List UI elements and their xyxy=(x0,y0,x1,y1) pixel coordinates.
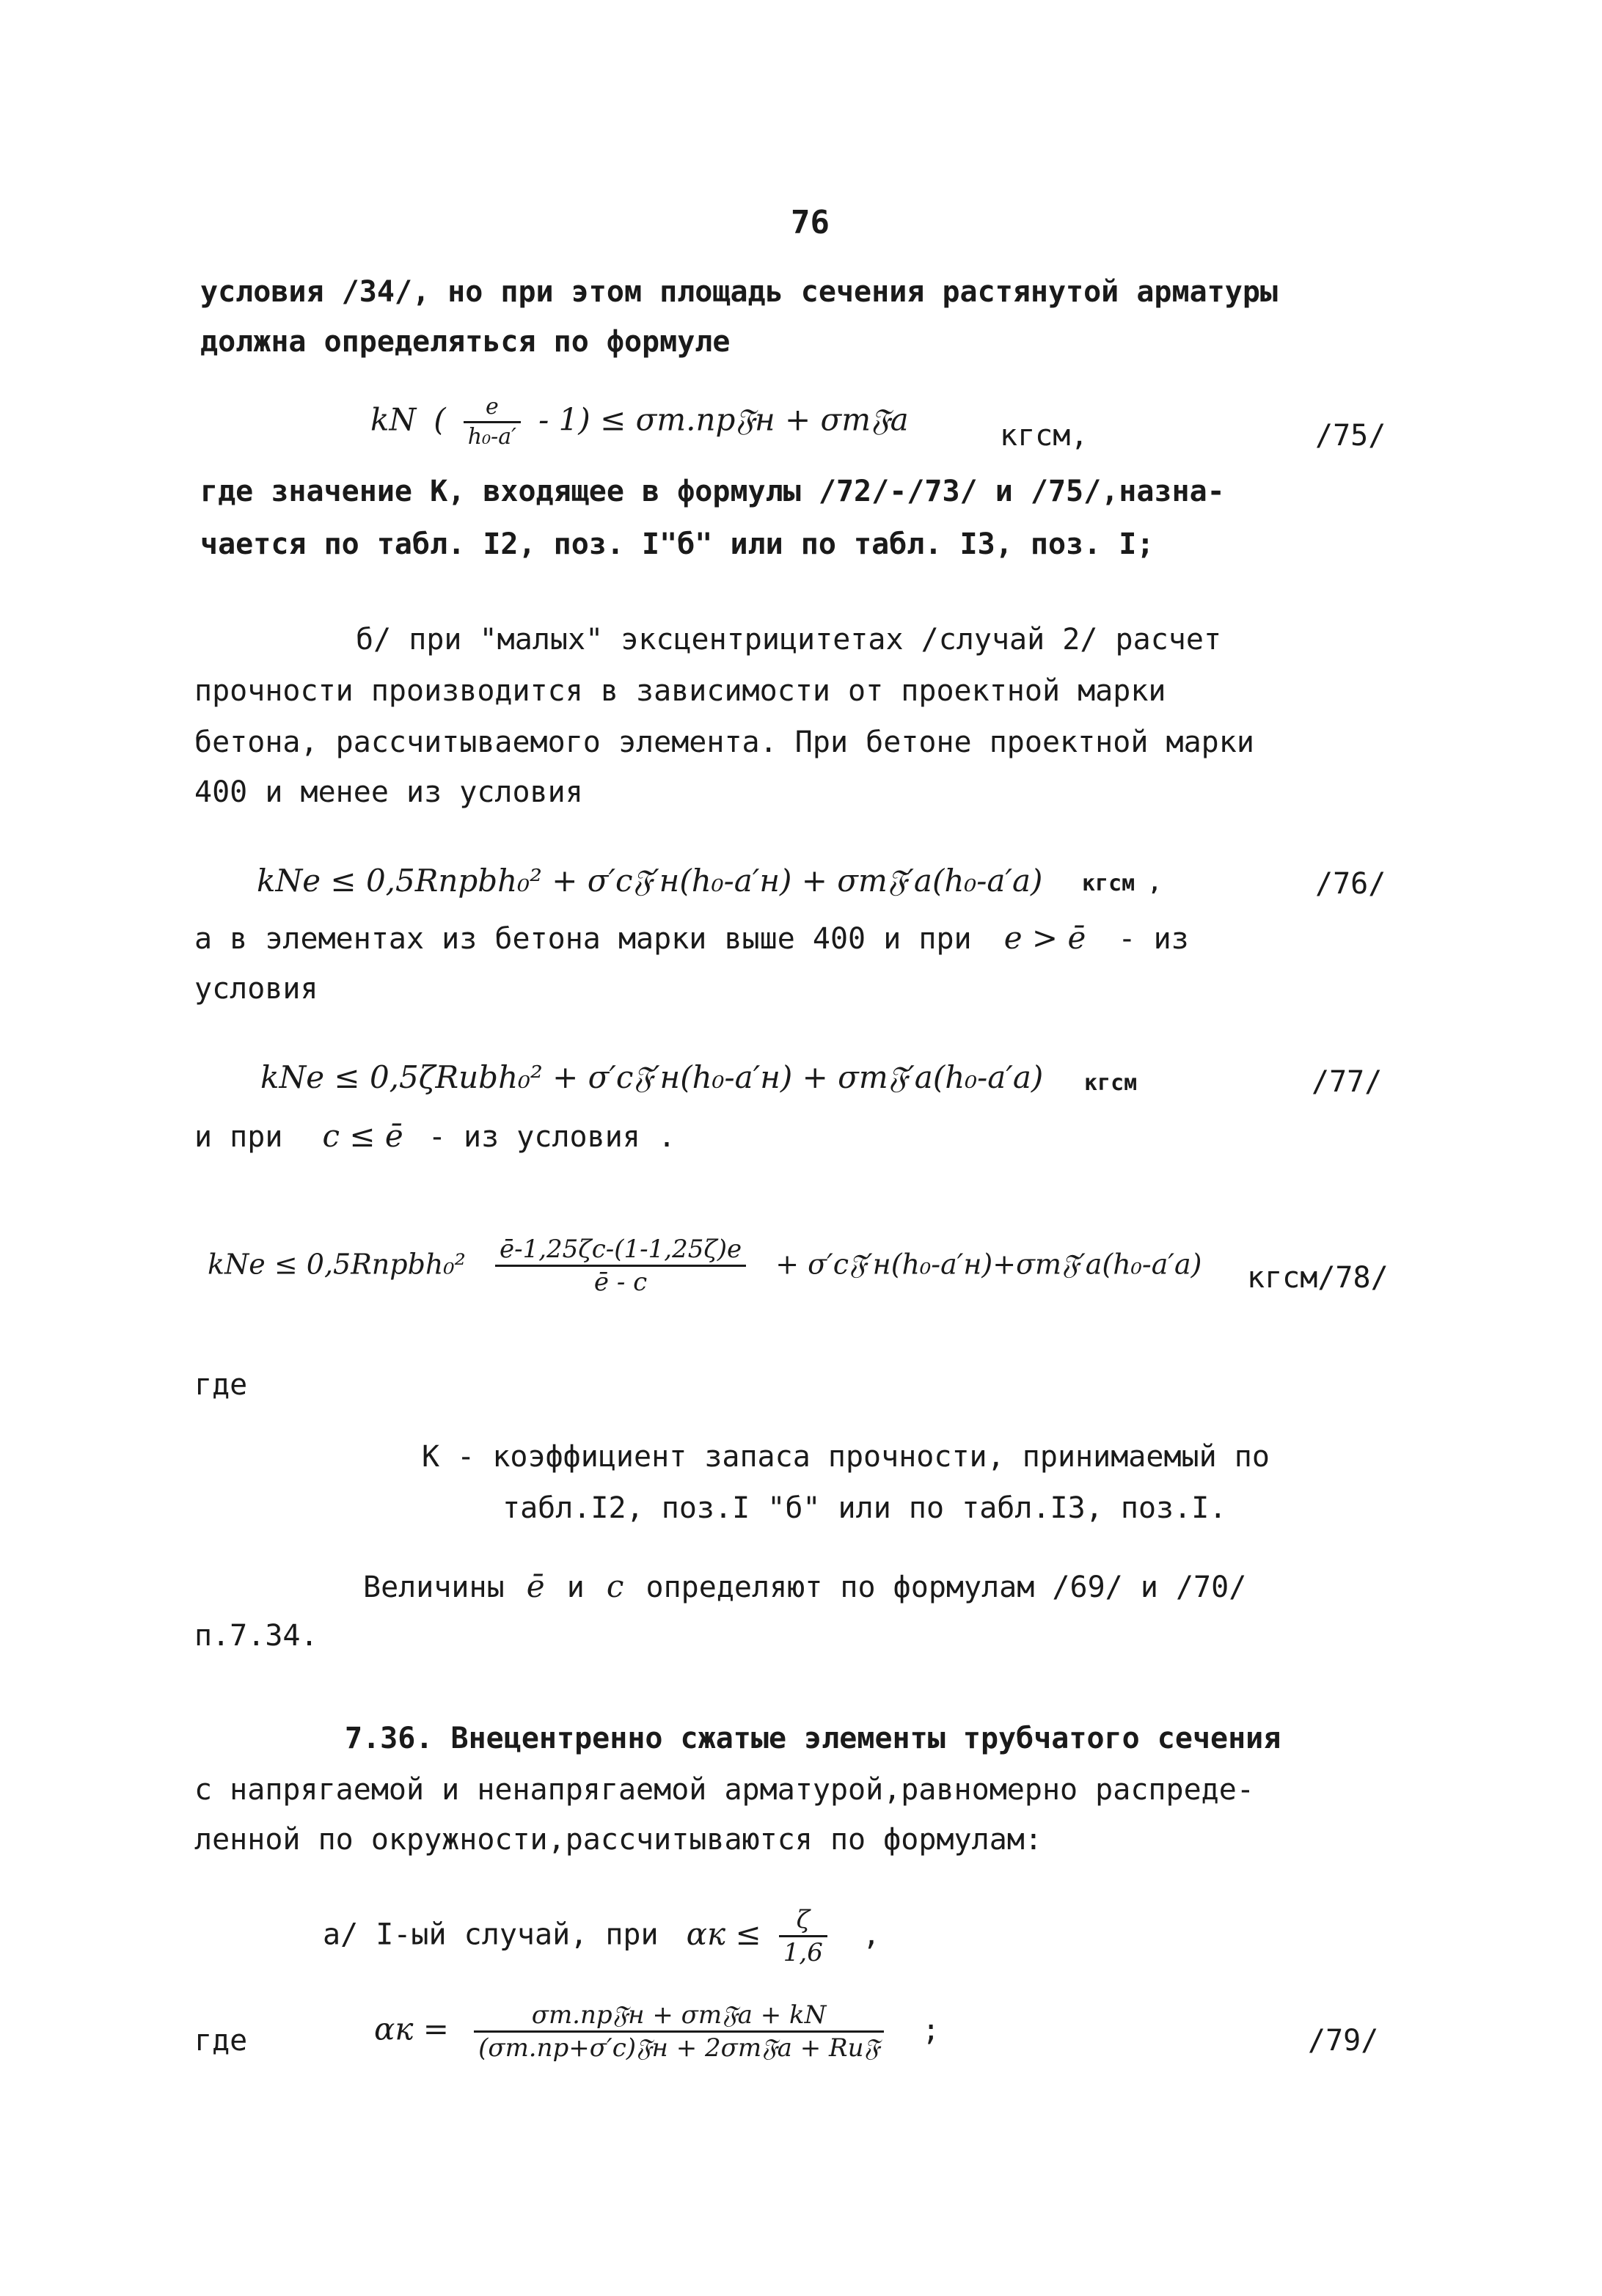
p5-text-a: и при xyxy=(194,1120,283,1154)
eq76-number: /76/ xyxy=(1315,867,1386,901)
eq78-fraction xyxy=(495,1237,746,1295)
paragraph-line: б/ при "малых" эксцентрицитетах /случай 2/ расчет xyxy=(356,623,1222,657)
eq75-unit: кгсм, xyxy=(1000,419,1089,453)
case-a-frac-den: 1,6 xyxy=(783,1938,823,1967)
eq79-frac-num: σт.пр𝔉н + σт𝔉а + kN xyxy=(474,2003,884,2033)
case-a-frac-num: ζ xyxy=(779,1907,827,1937)
page-number: 76 xyxy=(791,204,830,241)
p7-line1: 7.36. Внецентренно сжатые элементы трубчатого сечения xyxy=(345,1722,1281,1755)
paragraph-line: где значение К, входящее в формулы /72/-/73/ и /75/,назна- xyxy=(200,475,1225,508)
p4-inequality: e > ē xyxy=(1003,920,1086,956)
where-label: где xyxy=(194,1368,248,1402)
eq79-lhs: αк = xyxy=(374,2011,449,2047)
eq78-frac-num: ē-1,25ζc-(1-1,25ζ)e xyxy=(495,1237,746,1267)
eq78-frac-den: ē - c xyxy=(593,1268,648,1297)
p5-text-c: - из условия . xyxy=(428,1120,676,1154)
definition-line: табл.I2, поз.I "б" или по табл.I3, поз.I. xyxy=(502,1491,1227,1525)
p6-text-a: Величины xyxy=(363,1571,505,1604)
equation-79 xyxy=(374,2000,940,2083)
eq75-frac-num: e xyxy=(464,396,521,423)
eq75-frac-den: h₀-a′ xyxy=(467,424,516,450)
eq75-fraction xyxy=(464,396,521,448)
eq77-number: /77/ xyxy=(1312,1065,1383,1099)
p6-text-c: и xyxy=(566,1571,585,1604)
eq78-lhs: kNe ≤ 0,5Rпрbh₀² xyxy=(208,1248,466,1281)
eq78-rhs: + σ′с𝔉′н(h₀-a′н)+σт𝔉′а(h₀-a′а) xyxy=(775,1248,1202,1281)
paragraph-line: п.7.34. xyxy=(194,1619,318,1653)
paragraph-line xyxy=(345,1724,1281,1753)
case-a-text: а/ I-ый случай, при xyxy=(323,1917,659,1952)
eq78-unit-number: кгсм/78/ xyxy=(1247,1261,1389,1295)
paragraph-line: должна определяться по формуле xyxy=(200,325,731,359)
p6-c: c xyxy=(606,1568,624,1604)
paragraph-line: условия xyxy=(194,972,318,1006)
paragraph-line xyxy=(194,1118,676,1154)
p4-text-c: - из xyxy=(1118,922,1189,956)
case-a-comma: , xyxy=(862,1917,881,1952)
eq79-where: где xyxy=(194,2024,248,2058)
paragraph-line: 400 и менее из условия xyxy=(194,775,583,809)
eq79-fraction xyxy=(474,2000,884,2063)
paragraph-line: чается по табл. I2, поз. I"б" или по табл. I3, поз. I; xyxy=(200,527,1155,561)
paragraph-line xyxy=(363,1568,1247,1604)
eq75-kn: kN xyxy=(370,401,417,438)
eq75-rest: - 1) ≤ σт.пр𝔉н + σт𝔉а xyxy=(538,401,909,438)
p4-text-a: а в элементах из бетона марки выше 400 и при xyxy=(194,922,972,956)
paragraph-line xyxy=(194,920,1189,956)
paragraph-line: условия /34/, но при этом площадь сечения растянутой арматуры xyxy=(200,275,1279,309)
case-a-fraction xyxy=(779,1907,827,1965)
eq79-semicolon: ; xyxy=(922,2013,940,2047)
paragraph-line: бетона, рассчитываемого элемента. При бетоне проектной марки xyxy=(194,725,1254,759)
eq79-frac-den: (σт.пр+σ′с)𝔉н + 2σт𝔉а + Rи𝔉 xyxy=(478,2033,880,2063)
p6-text-e: определяют по формулам /69/ и /70/ xyxy=(645,1571,1247,1604)
eq76-unit: кгсм , xyxy=(1082,871,1162,896)
eq79-number: /79/ xyxy=(1308,2024,1379,2058)
equation-76: kNe ≤ 0,5Rпрbh₀² + σ′с𝔉′н(h₀-a′н) + σт𝔉′а(h₀-a′а) xyxy=(257,863,1043,899)
definition-line: К - коэффициент запаса прочности, принимаемый по xyxy=(422,1440,1270,1474)
p5-inequality: c ≤ ē xyxy=(322,1118,403,1154)
equation-75: kN ( $\frac{e}{\text{h₀-a′}}$ - 1) ≤ σт.пр𝔉н + σт𝔉а xyxy=(370,394,909,450)
p6-e-bar: ē xyxy=(526,1568,545,1604)
case-a-line xyxy=(323,1907,880,1973)
paragraph-line: прочности производится в зависимости от проектной марки xyxy=(194,674,1166,708)
equation-78 xyxy=(208,1237,1202,1317)
paragraph-line: ленной по окружности,рассчитываются по формулам: xyxy=(194,1823,1042,1857)
case-a-cond: αк ≤ xyxy=(686,1915,761,1952)
eq77-unit: кгсм xyxy=(1084,1070,1138,1096)
eq75-number: /75/ xyxy=(1315,419,1386,453)
equation-77: kNe ≤ 0,5ζRиbh₀² + σ′с𝔉′н(h₀-a′н) + σт𝔉′а(h₀-a′а) xyxy=(260,1059,1044,1095)
paragraph-line: с напрягаемой и ненапрягаемой арматурой,равномерно распреде- xyxy=(194,1773,1254,1807)
